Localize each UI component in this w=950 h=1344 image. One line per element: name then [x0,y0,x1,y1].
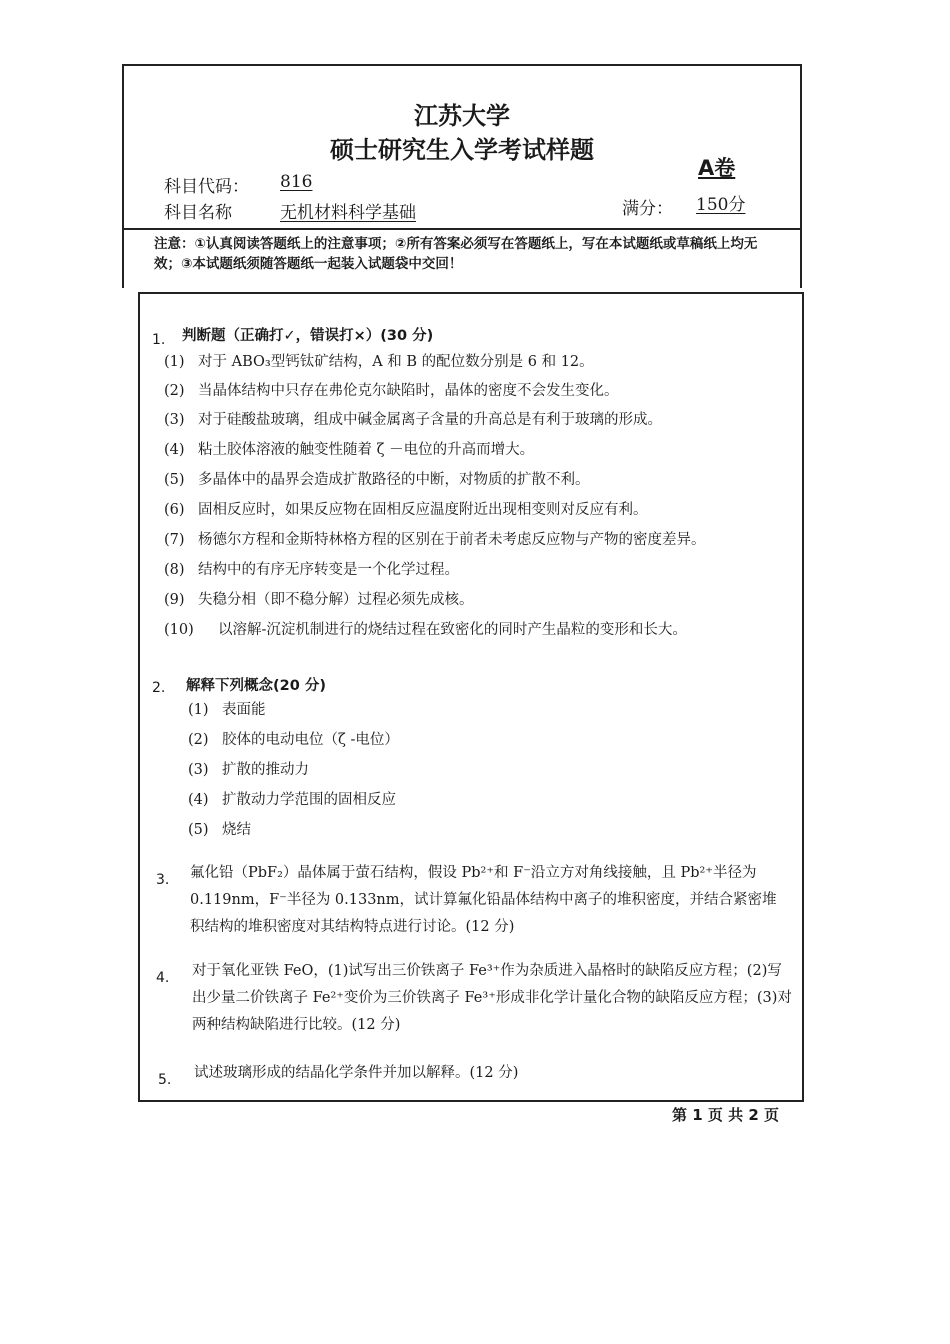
list-item: (2) 当晶体结构中只存在弗伦克尔缺陷时，晶体的密度不会发生变化。 [164,383,619,399]
question-number: 5. [158,1072,172,1088]
list-item: (9) 失稳分相（即不稳分解）过程必须先成核。 [164,592,474,608]
question-text: 氟化铅（PbF₂）晶体属于萤石结构，假设 Pb²⁺和 F⁻沿立方对角线接触，且 Pb²⁺半径为 0.119nm，F⁻半径为 0.133nm，试计算氟化铅晶体结构中离子的堆积密度，并结合紧密堆积结构的堆积密度对其结构特点进行讨论。(12 分) [190,865,777,935]
list-item: (8) 结构中的有序无序转变是一个化学过程。 [164,562,459,578]
paper-version: A卷 [698,156,736,180]
question-heading: 解释下列概念(20 分) [186,678,326,694]
page-indicator: 第 1 页 共 2 页 [672,1106,779,1124]
list-item: (2) 胶体的电动电位（ζ -电位） [188,732,399,748]
list-item: (7) 杨德尔方程和金斯特林格方程的区别在于前者未考虑反应物与产物的密度差异。 [164,532,706,548]
list-item: (3) 对于硅酸盐玻璃，组成中碱金属离子含量的升高总是有利于玻璃的形成。 [164,412,662,428]
subject-code-value: 816 [280,172,313,192]
list-item: (10) 以溶解-沉淀机制进行的烧结过程在致密化的同时产生晶粒的变形和长大。 [164,622,687,638]
question-area [138,292,804,1102]
full-score-label: 满分： [622,199,673,219]
list-item: (4) 扩散动力学范围的固相反应 [188,792,396,808]
question-text: 试述玻璃形成的结晶化学条件并加以解释。(12 分) [194,1065,519,1081]
question-number: 2. [152,680,166,696]
list-item: (6) 固相反应时，如果反应物在固相反应温度附近出现相变则对反应有利。 [164,502,648,518]
question-number: 4. [156,970,170,986]
subject-name-label: 科目名称 [164,203,232,223]
header-divider [124,228,800,230]
question-number: 3. [156,872,170,888]
list-item: (1) 表面能 [188,702,266,718]
question-text: 对于氧化亚铁 FeO，(1)试写出三价铁离子 Fe³⁺作为杂质进入晶格时的缺陷反应方程；(2)写出少量二价铁离子 Fe²⁺变价为三价铁离子 Fe³⁺形成非化学计量化合物的缺陷反应方程；(3)对两种结构缺陷进行比较。(12 分) [192,963,792,1033]
exam-notice: 注意：①认真阅读答题纸上的注意事项；②所有答案必须写在答题纸上，写在本试题纸或草稿纸上均无效；③本试题纸须随答题纸一起装入试题袋中交回！ [154,236,758,272]
list-item: (3) 扩散的推动力 [188,762,309,778]
subject-code-label: 科目代码： [164,177,249,197]
list-item: (1) 对于 ABO₃型钙钛矿结构，A 和 B 的配位数分别是 6 和 12。 [164,354,594,370]
list-item: (4) 粘土胶体溶液的触变性随着 ζ －电位的升高而增大。 [164,442,535,458]
question-heading: 判断题（正确打✓，错误打×）(30 分) [182,328,434,344]
subject-name-value: 无机材料科学基础 [280,203,416,223]
exam-header [122,64,802,288]
exam-title: 硕士研究生入学考试样题 [330,136,594,164]
list-item: (5) 烧结 [188,822,251,838]
full-score-value: 150分 [696,195,746,215]
question-number: 1. [152,332,166,348]
university-name: 江苏大学 [414,102,510,130]
list-item: (5) 多晶体中的晶界会造成扩散路径的中断，对物质的扩散不利。 [164,472,590,488]
